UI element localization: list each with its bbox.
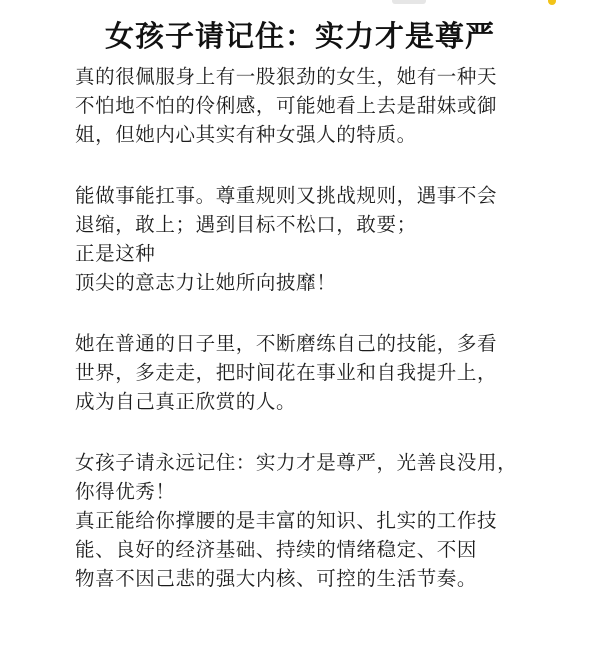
text-line: 真的很佩服身上有一股狠劲的女生，她有一种天: [75, 65, 498, 88]
text-line: 物喜不因己悲的强大内核、可控的生活节奏。: [75, 567, 478, 590]
paragraph: [75, 448, 545, 593]
top-accent-dot: [548, 0, 556, 5]
paragraph-gap: [75, 416, 545, 448]
paragraph: [75, 181, 545, 297]
paragraph: [75, 329, 545, 416]
text-line: 正是这种: [75, 242, 156, 265]
text-line: 成为自己真正欣赏的人。: [75, 390, 297, 413]
text-line: 女孩子请永远记住：实力才是尊严，光善良没用，: [75, 451, 518, 474]
page-title: 女孩子请记住：实力才是尊严: [104, 19, 495, 53]
article-body: [75, 62, 545, 593]
paragraph-gap: [75, 149, 545, 181]
top-tab-mark: [392, 0, 426, 4]
text-line: 不怕地不怕的伶俐感，可能她看上去是甜妹或御: [75, 94, 498, 117]
text-line: 顶尖的意志力让她所向披靡！: [75, 271, 337, 294]
text-line: 姐，但她内心其实有种女强人的特质。: [75, 123, 417, 146]
top-edge-marks: [0, 0, 600, 6]
text-line: 能、良好的经济基础、持续的情绪稳定、不因: [75, 538, 478, 561]
text-line: 世界，多走走，把时间花在事业和自我提升上，: [75, 361, 498, 384]
text-line: 退缩，敢上；遇到目标不松口，敢要；: [75, 213, 417, 236]
paragraph-gap: [75, 297, 545, 329]
text-line: 你得优秀！: [75, 480, 176, 503]
text-line: 真正能给你撑腰的是丰富的知识、扎实的工作技: [75, 509, 498, 532]
text-line: 能做事能扛事。尊重规则又挑战规则，遇事不会: [75, 184, 498, 207]
text-line: 她在普通的日子里，不断磨练自己的技能，多看: [75, 332, 498, 355]
paragraph: [75, 62, 545, 149]
